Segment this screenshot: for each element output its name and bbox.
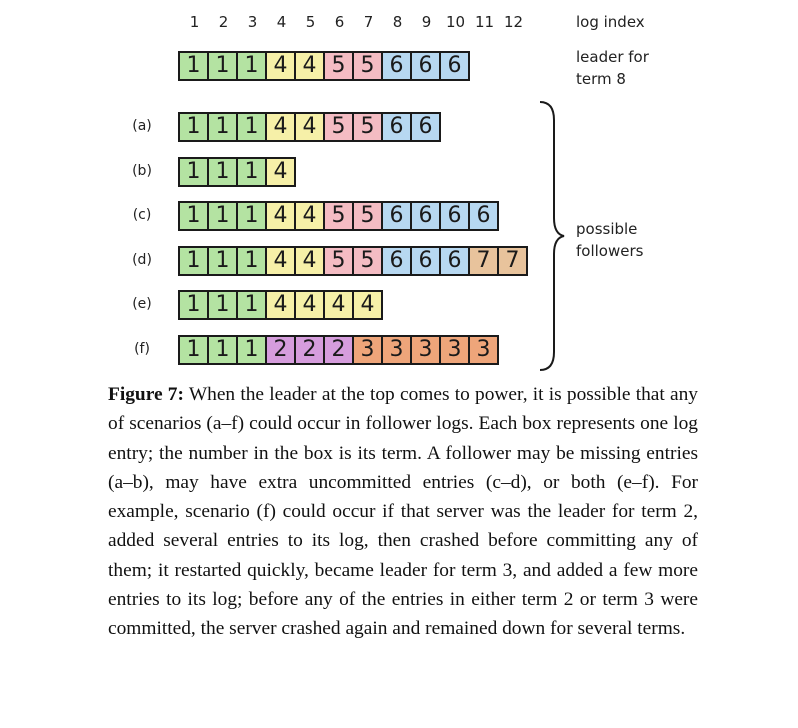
follower-log	[178, 246, 528, 276]
follower-entry-5: 4	[296, 248, 325, 274]
follower-log	[178, 112, 441, 142]
log-index-3: 3	[247, 13, 258, 31]
possible-followers-line-2: followers	[576, 242, 644, 260]
follower-entry-12: 7	[499, 248, 528, 274]
log-index-11: 11	[474, 13, 495, 31]
leader-entry-4: 4	[267, 53, 296, 79]
follower-entry-2: 1	[209, 159, 238, 185]
log-index-legend: log index	[576, 13, 645, 31]
follower-entry-3: 1	[238, 159, 267, 185]
follower-entry-2: 1	[209, 203, 238, 229]
log-index-12: 12	[503, 13, 524, 31]
follower-entry-7: 5	[354, 114, 383, 140]
follower-entry-10: 6	[441, 203, 470, 229]
leader-entry-3: 1	[238, 53, 267, 79]
follower-entry-9: 6	[412, 248, 441, 274]
leader-entry-10: 6	[441, 53, 470, 79]
log-index-7: 7	[363, 13, 374, 31]
follower-entry-1: 1	[180, 337, 209, 363]
follower-entry-7: 5	[354, 203, 383, 229]
leader-entry-2: 1	[209, 53, 238, 79]
follower-entry-4: 4	[267, 159, 296, 185]
leader-entry-5: 4	[296, 53, 325, 79]
log-index-10: 10	[445, 13, 466, 31]
caption-heading: Figure 7:	[108, 384, 184, 405]
follower-entry-5: 2	[296, 337, 325, 363]
possible-followers-label	[576, 218, 643, 262]
follower-entry-4: 4	[267, 203, 296, 229]
follower-entry-6: 4	[325, 292, 354, 318]
follower-entry-1: 1	[180, 114, 209, 140]
follower-entry-1: 1	[180, 292, 209, 318]
follower-entry-2: 1	[209, 248, 238, 274]
follower-entry-11: 6	[470, 203, 499, 229]
log-index-8: 8	[392, 13, 403, 31]
follower-entry-9: 6	[412, 114, 441, 140]
possible-followers-line-1: possible	[576, 220, 638, 238]
follower-entry-7: 3	[354, 337, 383, 363]
leader-entry-8: 6	[383, 53, 412, 79]
follower-entry-4: 4	[267, 248, 296, 274]
follower-entry-5: 4	[296, 203, 325, 229]
follower-entry-4: 4	[267, 292, 296, 318]
follower-entry-3: 1	[238, 248, 267, 274]
log-index-6: 6	[334, 13, 345, 31]
follower-label: (b)	[132, 163, 152, 179]
follower-entry-2: 1	[209, 337, 238, 363]
follower-entry-11: 7	[470, 248, 499, 274]
follower-entry-7: 5	[354, 248, 383, 274]
follower-entry-7: 4	[354, 292, 383, 318]
follower-entry-2: 1	[209, 114, 238, 140]
log-index-2: 2	[218, 13, 229, 31]
follower-log	[178, 157, 296, 187]
follower-entry-2: 1	[209, 292, 238, 318]
leader-log	[178, 51, 470, 81]
follower-entry-9: 6	[412, 203, 441, 229]
log-index-4: 4	[276, 13, 287, 31]
follower-label: (f)	[134, 341, 150, 357]
leader-label	[576, 46, 649, 90]
log-index-9: 9	[421, 13, 432, 31]
follower-entry-6: 5	[325, 203, 354, 229]
caption-text: When the leader at the top comes to power, it is possible that any of scenarios (a–f) could occur in follower logs. Each box represents one log entry; the number in the box is its term. A follower may be missing entries (a–b), may have extra uncommitted entries (c–d), or both (e–f). For example, scenario (f) could occur if that server was the leader for term 2, added several entries to its log, then crashed before committing any of them; it restarted quickly, became leader for term 3, and added a few more entries to its log; before any of the entries in either term 2 or term 3 were committed, the server crashed again and remained down for several terms.	[108, 384, 698, 640]
follower-entry-6: 5	[325, 248, 354, 274]
follower-label: (d)	[132, 252, 152, 268]
follower-label: (e)	[132, 296, 152, 312]
follower-entry-8: 6	[383, 248, 412, 274]
follower-entry-5: 4	[296, 114, 325, 140]
leader-label-line-2: term 8	[576, 70, 626, 88]
follower-entry-3: 1	[238, 292, 267, 318]
follower-log	[178, 290, 383, 320]
follower-entry-10: 6	[441, 248, 470, 274]
follower-entry-1: 1	[180, 159, 209, 185]
follower-log	[178, 201, 499, 231]
follower-entry-6: 2	[325, 337, 354, 363]
log-index-1: 1	[189, 13, 200, 31]
followers-brace	[536, 100, 566, 372]
follower-entry-4: 2	[267, 337, 296, 363]
follower-entry-6: 5	[325, 114, 354, 140]
follower-label: (a)	[132, 118, 152, 134]
follower-label: (c)	[132, 207, 152, 223]
log-index-5: 5	[305, 13, 316, 31]
follower-log	[178, 335, 499, 365]
follower-entry-5: 4	[296, 292, 325, 318]
leader-entry-1: 1	[180, 53, 209, 79]
follower-entry-4: 4	[267, 114, 296, 140]
follower-entry-3: 1	[238, 114, 267, 140]
follower-entry-1: 1	[180, 248, 209, 274]
follower-entry-8: 6	[383, 114, 412, 140]
follower-entry-3: 1	[238, 337, 267, 363]
follower-entry-8: 6	[383, 203, 412, 229]
follower-entry-9: 3	[412, 337, 441, 363]
leader-entry-9: 6	[412, 53, 441, 79]
figure-caption	[108, 380, 698, 644]
leader-entry-6: 5	[325, 53, 354, 79]
follower-entry-1: 1	[180, 203, 209, 229]
follower-entry-10: 3	[441, 337, 470, 363]
follower-entry-8: 3	[383, 337, 412, 363]
leader-entry-7: 5	[354, 53, 383, 79]
follower-entry-11: 3	[470, 337, 499, 363]
leader-label-line-1: leader for	[576, 48, 649, 66]
follower-entry-3: 1	[238, 203, 267, 229]
